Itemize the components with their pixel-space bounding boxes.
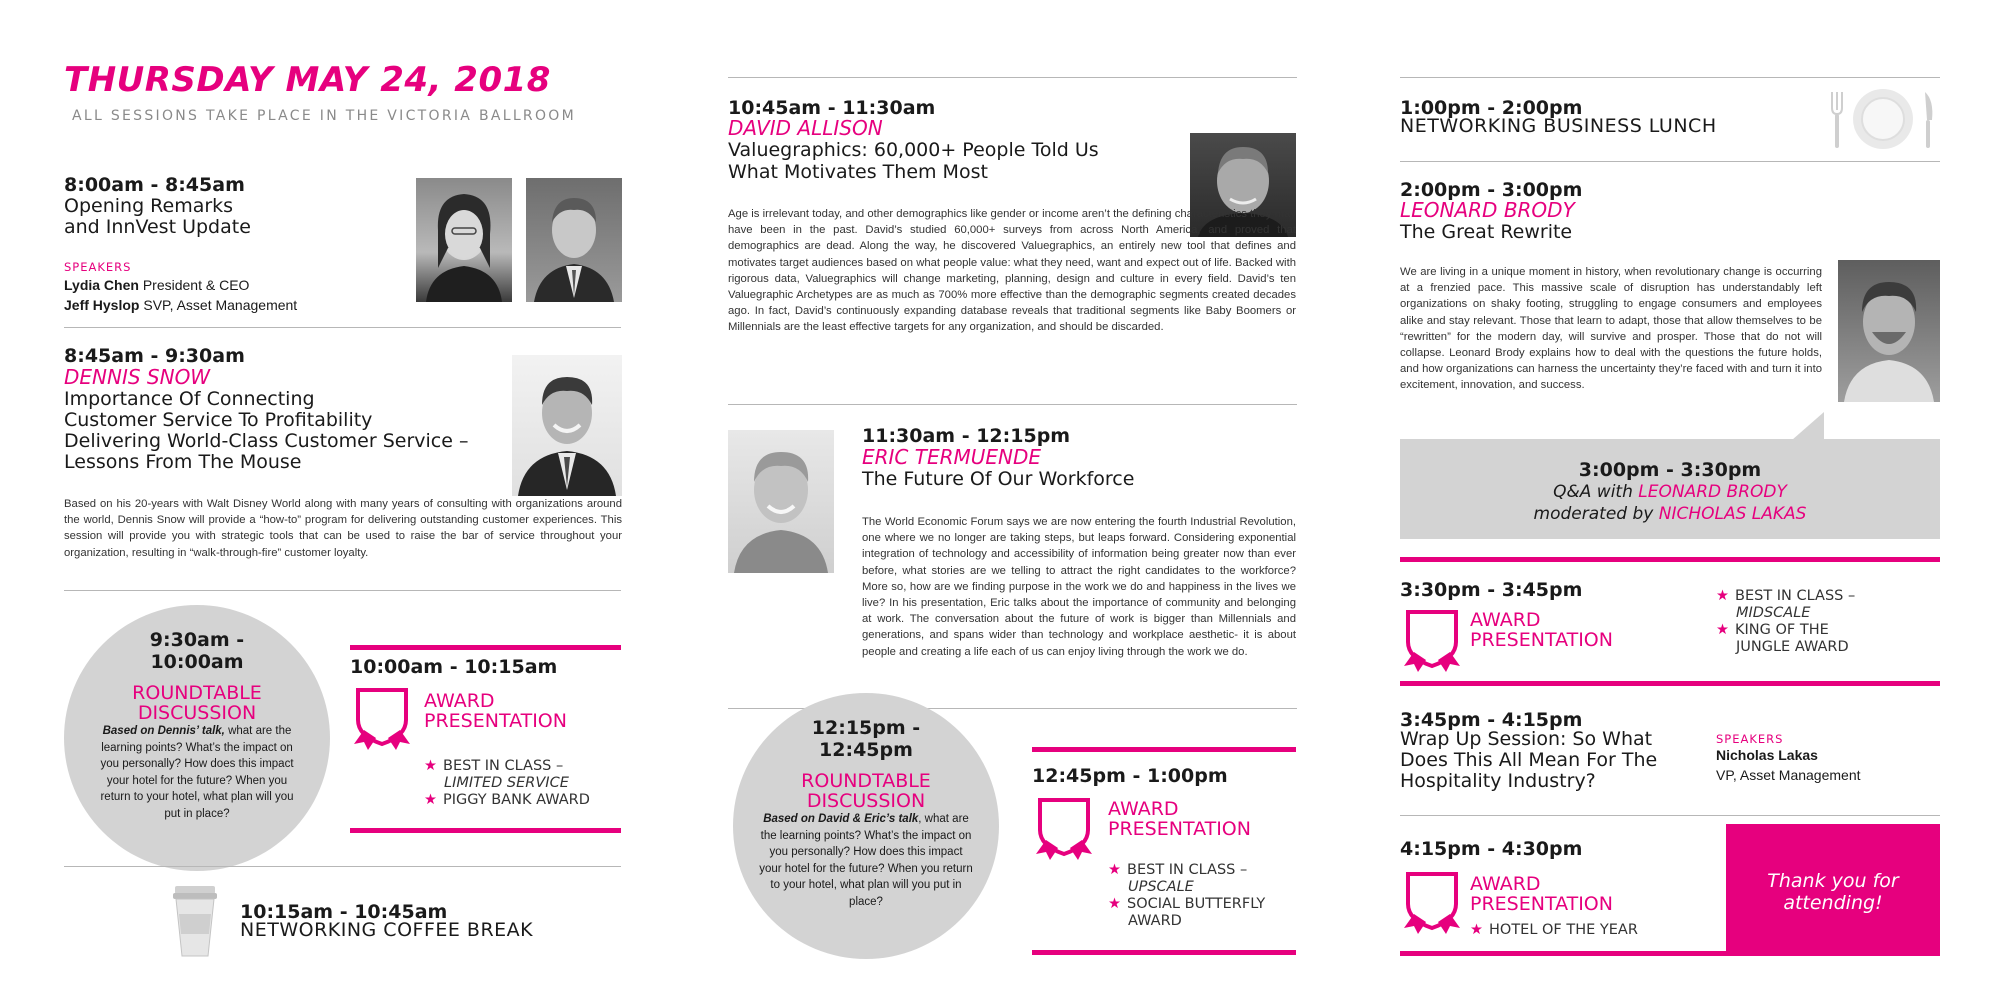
- roundtable-lead: Based on David & Eric’s talk: [763, 813, 919, 825]
- session-title-line: Wrap Up Session: So What: [1400, 728, 1653, 750]
- session-title-line: Importance Of Connecting: [64, 388, 315, 410]
- speech-pointer: [1790, 412, 1826, 440]
- award-heading: AWARD: [1108, 798, 1179, 820]
- roundtable-body: what are the learning points? What’s the impact on you personally? How does this impact your hotel for the future? When you return to your hotel, what plan will you put in place?: [100, 725, 294, 820]
- roundtable-time: 9:30am -: [149, 629, 245, 651]
- session-speaker: LEONARD BRODY: [1400, 198, 1575, 222]
- qa-text: moderated by: [1533, 504, 1659, 524]
- award-item-sub: LIMITED SERVICE: [444, 775, 569, 791]
- session-time: 10:45am - 11:30am: [728, 97, 936, 119]
- award-time: 4:15pm - 4:30pm: [1400, 838, 1583, 860]
- star-icon: ★: [424, 758, 437, 774]
- award-heading: AWARD: [424, 690, 495, 712]
- award-item-text: BEST IN CLASS –: [443, 758, 564, 774]
- session-title-line: Customer Service To Profitability: [64, 409, 373, 431]
- qa-speaker: LEONARD BRODY: [1638, 482, 1787, 502]
- roundtable-heading: DISCUSSION: [137, 702, 257, 724]
- award-item: [1716, 588, 1855, 605]
- speaker-role: VP, Asset Management: [1716, 767, 1861, 783]
- session-title-line: Delivering World-Class Customer Service –: [64, 430, 469, 452]
- accent-rule: [1400, 681, 1940, 686]
- session-time: 11:30am - 12:15pm: [862, 425, 1071, 447]
- page-subtitle: ALL SESSIONS TAKE PLACE IN THE VICTORIA BALLROOM: [72, 108, 576, 124]
- session-time: 3:45pm - 4:15pm: [1400, 709, 1583, 731]
- session-description: The World Economic Forum says we are now entering the fourth Industrial Revolution, one where we no longer are taking steps, but leaps forward. Considering exponential integration of technology and accessibility of information being greater now than ever before, what stories are we telling to attract the right candidates to the workforce? More so, how are we finding purpose in the work we do and happiness in the lives we live? In his presentation, Eric talks about the importance of community and belonging at work. The conversation about the future of work is bigger than Millennials and generations, and spans wider than technology and workplace aesthetic- it is about people and creating a life each of us can enjoy living through the work we do.: [862, 516, 1296, 658]
- qa-line: [1400, 503, 1940, 525]
- session-description: Based on his 20-years with Walt Disney World along with many years of consulting with organizations around the world, Dennis Snow will provide a “how-to” program for delivering outstanding customer experiences. This session will provide you with strategic tools that can be used to raise the bar of service throughout your organization, resulting in “walk-through-fire” customer loyalty.: [64, 498, 622, 559]
- award-item: [1470, 922, 1638, 939]
- coffee-cup-icon: [172, 884, 218, 958]
- award-item: [424, 758, 563, 775]
- speaker-role: President & CEO: [142, 277, 250, 293]
- roundtable-circle: [733, 693, 999, 959]
- speaker-line: [64, 276, 249, 295]
- roundtable-text: [759, 811, 973, 910]
- accent-rule: [1032, 747, 1296, 752]
- speaker-photo-eric-termuende: [728, 430, 834, 573]
- divider: [728, 77, 1297, 78]
- session-title: The Great Rewrite: [1400, 221, 1573, 243]
- fork-icon: [1830, 90, 1844, 150]
- star-icon: ★: [1108, 896, 1121, 912]
- award-item-text: KING OF THE: [1735, 622, 1829, 638]
- accent-rule: [1032, 950, 1296, 955]
- award-item: [1716, 622, 1829, 639]
- session-title-line: Opening Remarks: [64, 195, 234, 217]
- award-badge-icon: [1034, 796, 1094, 860]
- divider: [64, 590, 621, 591]
- speaker-photo-leonard-brody: [1838, 260, 1940, 402]
- award-item: [424, 792, 590, 809]
- session-title-line: Valuegraphics: 60,000+ People Told Us: [728, 139, 1099, 161]
- roundtable-circle: [64, 605, 330, 871]
- page-title: THURSDAY MAY 24, 2018: [64, 60, 551, 100]
- award-item-text: SOCIAL BUTTERFLY: [1127, 896, 1266, 912]
- award-item-text: PIGGY BANK AWARD: [443, 792, 590, 808]
- session-time: 8:45am - 9:30am: [64, 345, 245, 367]
- divider: [1400, 815, 1940, 816]
- award-time: 12:45pm - 1:00pm: [1032, 765, 1228, 787]
- award-item: [1108, 862, 1247, 879]
- accent-rule: [350, 645, 621, 650]
- award-heading: AWARD: [1470, 873, 1541, 895]
- session-title-line: Does This All Mean For The: [1400, 749, 1658, 771]
- award-item-sub: JUNGLE AWARD: [1736, 639, 1849, 655]
- session-speaker: ERIC TERMUENDE: [862, 445, 1042, 469]
- session-description: We are living in a unique moment in history, when revolutionary change is occurring at a frenzied pace. This massive scale of disruption has understandably left organizations on shaky footing, struggling to engage consumers and employees alike and stay relevant. Those that learn to adapt, those that allow themselves to be “rewritten” for the modern day, will survive and prosper. Those that do not will collapse. Leonard Brody explains how to deal with the questions the future holds, and how organizations can harness the uncertainty they’re faced with and turn it into excitement, innovation, and success.: [1400, 266, 1822, 392]
- star-icon: ★: [1108, 862, 1121, 878]
- thank-you-text: attending!: [1783, 892, 1883, 914]
- star-icon: ★: [1716, 622, 1729, 638]
- award-badge-icon: [1402, 870, 1462, 934]
- award-heading: PRESENTATION: [1108, 818, 1251, 840]
- speaker-role: SVP, Asset Management: [143, 297, 298, 313]
- qa-line: [1400, 481, 1940, 503]
- roundtable-heading: ROUNDTABLE: [132, 682, 262, 704]
- break-time: 10:15am - 10:45am: [240, 901, 448, 923]
- roundtable-text: [94, 723, 300, 822]
- session-speaker: DAVID ALLISON: [728, 116, 883, 140]
- speaker-name: Jeff Hyslop: [64, 297, 140, 313]
- lunch-title: NETWORKING BUSINESS LUNCH: [1400, 115, 1717, 137]
- roundtable-body: , what are the learning points? What’s the impact on you personally? How does this impact your hotel for the future? When you return to your hotel, what plan will you put in place?: [759, 813, 973, 908]
- plate-icon: [1852, 88, 1914, 150]
- award-badge-icon: [352, 686, 412, 750]
- divider: [64, 866, 621, 867]
- speakers-label: SPEAKERS: [64, 260, 132, 274]
- session-title-line: Hospitality Industry?: [1400, 770, 1596, 792]
- accent-rule: [1400, 557, 1940, 562]
- roundtable-time: 12:15pm -: [811, 717, 921, 739]
- session-time: 2:00pm - 3:00pm: [1400, 179, 1583, 201]
- award-time: 10:00am - 10:15am: [350, 656, 558, 678]
- roundtable-time: 10:00am: [150, 651, 244, 673]
- thank-you-text: Thank you for: [1767, 870, 1899, 892]
- award-item-sub: MIDSCALE: [1736, 605, 1811, 621]
- accent-rule: [350, 828, 621, 833]
- speakers-label: SPEAKERS: [1716, 732, 1784, 746]
- session-title-line: What Motivates Them Most: [728, 161, 988, 183]
- divider: [1400, 77, 1940, 78]
- speaker-photo-jeff-hyslop: [526, 178, 622, 302]
- award-heading: PRESENTATION: [1470, 629, 1613, 651]
- speaker-name: Lydia Chen: [64, 277, 139, 293]
- session-title: The Future Of Our Workforce: [862, 468, 1135, 490]
- award-badge-icon: [1402, 608, 1462, 672]
- lunch-time: 1:00pm - 2:00pm: [1400, 97, 1583, 119]
- award-heading: PRESENTATION: [424, 710, 567, 732]
- award-item-sub: AWARD: [1128, 913, 1182, 929]
- speaker-line: [64, 296, 297, 315]
- speaker-photo-dennis-snow: [512, 355, 622, 496]
- roundtable-lead: Based on Dennis’ talk,: [102, 725, 225, 737]
- divider: [1400, 161, 1940, 162]
- qa-moderator: NICHOLAS LAKAS: [1658, 504, 1807, 524]
- award-heading: PRESENTATION: [1470, 893, 1613, 915]
- roundtable-time: 12:45pm: [819, 739, 913, 761]
- divider: [728, 404, 1297, 405]
- award-item-text: BEST IN CLASS –: [1735, 588, 1856, 604]
- award-item-sub: UPSCALE: [1128, 879, 1194, 895]
- roundtable-heading: ROUNDTABLE: [801, 770, 931, 792]
- session-time: 8:00am - 8:45am: [64, 174, 245, 196]
- award-item-text: HOTEL OF THE YEAR: [1489, 922, 1638, 938]
- divider: [64, 327, 621, 328]
- qa-panel: [1400, 439, 1940, 539]
- speaker-name: [1716, 746, 1818, 765]
- award-item-text: BEST IN CLASS –: [1127, 862, 1248, 878]
- break-title: NETWORKING COFFEE BREAK: [240, 919, 534, 941]
- star-icon: ★: [424, 792, 437, 808]
- knife-icon: [1922, 90, 1934, 150]
- star-icon: ★: [1716, 588, 1729, 604]
- award-item: [1108, 896, 1265, 913]
- thank-you-panel: [1726, 824, 1940, 956]
- roundtable-heading: DISCUSSION: [806, 790, 926, 812]
- speaker-photo-lydia-chen: [416, 178, 512, 302]
- award-time: 3:30pm - 3:45pm: [1400, 579, 1583, 601]
- qa-time: 3:00pm - 3:30pm: [1578, 459, 1762, 481]
- session-description: Age is irrelevant today, and other demographics like gender or income aren’t the defining characteristics they may have been in the past. David’s studied 60,000+ surveys from across North America, and proved that demographics are dead. Along the way, he discovered Valuegraphics, an entirely new tool that defines and motivates target audiences based on what people value: what they need, want and expect out of life. Backed with rigorous data, Valuegraphics will change marketing, planning, design and culture in every field. David’s ten Valuegraphic Archetypes are as much as 700% more effective than the demographic segments created decades ago. In fact, David’s continuously expanding database reveals that traditional segments like Baby Boomers or Millennials are the least effective targets for any organization, and should be discarded.: [728, 208, 1296, 334]
- award-heading: AWARD: [1470, 609, 1541, 631]
- qa-text: Q&A with: [1553, 482, 1639, 502]
- session-speaker: DENNIS SNOW: [64, 365, 211, 389]
- session-title-line: and InnVest Update: [64, 216, 251, 238]
- star-icon: ★: [1470, 922, 1483, 938]
- session-title-line: Lessons From The Mouse: [64, 451, 302, 473]
- speaker-name-text: Nicholas Lakas: [1716, 747, 1818, 763]
